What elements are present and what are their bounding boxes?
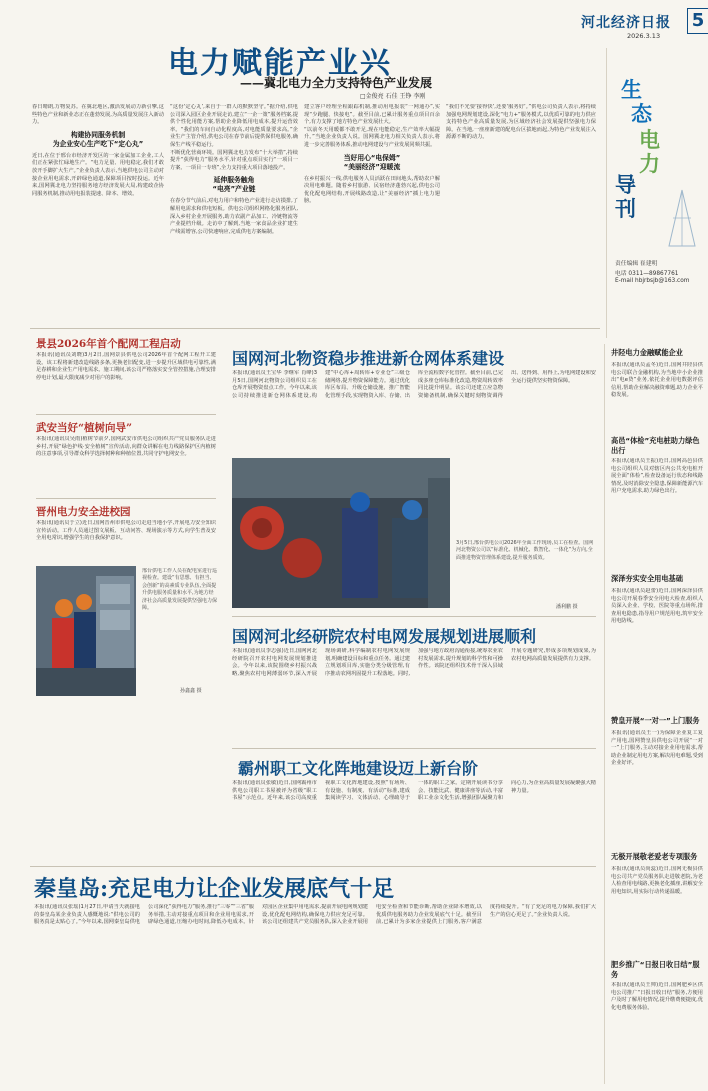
lead-section-head: 延伸服务触角 “电亮”产业链 <box>212 176 256 194</box>
brief-body: 本报讯(通讯员于立)近日,国网晋州市供电公司走进当地小学,开展电力安全知识宣传活动。工作人员通过图文展板、互动问答、现场演示等方式,向学生普及安全用电常识,增强学生的自我保护意识。 <box>36 520 216 542</box>
brief-title: 晋州电力安全进校园 <box>36 506 131 518</box>
guide-decoration <box>667 188 697 248</box>
lead-byline: □金俊亮 石佳 王铮 李刚 <box>360 93 426 100</box>
article-2-body: 本报讯(通讯员李志强)近日,国网河北经研院召开农村电网发展规划推进会。今年以来,该院围绕乡村振兴战略,聚焦农村电网薄弱环节,深入开展现场调研,科学编制农村电网发展规划,明确建设目标和重点任务。通过建立规划项目库,实施分类分级管理,有序推动农网巩固提升工程落地。同时,加强与地方政府沟通衔接,统筹农业农村发展需求,提升规划的科学性和可操作性。该院还组织技术骨干深入县域开展专题研究,形成多项规划成果,为农村电网高质量发展提供有力支撑。 <box>232 648 596 677</box>
brief-title: 无极开展敬老爱老专项服务 <box>611 852 698 861</box>
brief-body: 本报讯(通讯员尚蕊)近日,国网无极县供电公司共产党员服务队走进敬老院,为老人检查用电线路,更换老化插座,讲解安全用电知识,用实际行动传递温暖。 <box>611 866 703 895</box>
lead-body-col3 <box>304 104 440 324</box>
issue-date: 2026.3.13 <box>627 32 661 40</box>
brief-body: 本报讯(通讯员赵蕾)近日,国网深泽县供电公司开展春季安全用电大检查,组织人员深入企业、学校、医院等重点场所,排查用电隐患,指导用户规范用电,筑牢安全用电防线。 <box>611 588 703 625</box>
lead-title: 电力赋能产业兴 <box>168 46 392 81</box>
guide-editor: 责任编辑 崔建明 <box>615 261 658 267</box>
lead-body-col4 <box>446 104 596 324</box>
article-3-body: 本报讯(通讯员张敏)近日,国网霸州市供电公司职工书屋被评为省级“职工书屋”示范点。近年来,该公司高度重视职工文化阵地建设,按照“有场所、有设施、有制度、有活动”标准,建成集阅读学习、文体活动、心理疏导于一体的职工之家。定期开展读书分享会、技能比武、健康讲座等活动,丰富职工业余文化生活,增强团队凝聚力和向心力,为企业高质量发展凝聚强大精神力量。 <box>232 780 596 802</box>
newspaper-logo: 河北经济日报 <box>581 15 671 31</box>
lead-paragraph: 近日,在位于邢台市经济开发区的一家金属加工企业,工人们正在紧张忙碌地生产。“电力足量、用电稳定,我们才敢放开手脚扩大生产。”企业负责人表示,当地供电公司主动对接企业用电需求,开辟绿色通道,保障项目按时投运。近年来,国网冀北电力坚持服务地方经济发展大局,构建政企协同服务机制,推动用电报装提速、降本、增效。 <box>32 152 164 197</box>
guide-email: E-mail hbjrbsjb@163.com <box>615 278 690 284</box>
brief-body: 本报讯(通讯员孟冬)近日,国网井陉县供电公司联合金融机构,为当地中小企业推出“电e贷”业务,依托企业用电数据评估信用,帮助企业解决融资难题,助力企业平稳发展。 <box>611 362 703 399</box>
brief-body: 本报讯(通讯员王一)为保障企业复工复产用电,国网赞皇县供电公司开展“一对一”上门服务,主动对接企业用电需求,帮助企业制定用电方案,解决用电难题,受到企业好评。 <box>611 730 703 767</box>
brief-title: 井陉电力金融赋能企业 <box>611 348 683 357</box>
lead-paragraph: “这份‘定心丸’,来自于一群人的默默坚守。”据介绍,供电公司深入园区企业开展走访,建立“一企一策”服务档案,提供个性化用能方案,帮助企业降低用电成本,提升运营效率。“我们的车间自动化程度高,对电能质量要求高。”企业生产主管介绍,供电公司在春节前后提供保供电服务,确保生产线平稳运行。 <box>170 104 298 148</box>
article-3-title: 霸州职工文化阵地建设迈上新台阶 <box>238 759 479 778</box>
brief-body: 本报讯(通讯员吴雨)植树节前夕,国网武安市供电公司组织共产党员服务队走进乡村,开展“绿色护线·安全植树”宣传活动,向群众讲解在电力线路保护区内植树的注意事项,引导群众科学选择树种和种植位置,共同守护电网安全。 <box>36 436 216 458</box>
brief-body: 本报讯(通讯员王振)近日,国网高邑县供电公司组织人员对辖区内公共充电桩开展全面“体检”,检查设备运行状态和线路情况,及时消除安全隐患,保障新能源汽车用户充电需求,助力绿色出行。 <box>611 458 703 495</box>
masthead <box>575 6 705 46</box>
lead-section-head: 构建协同服务机制 为企业安心生产吃下“定心丸” <box>52 130 144 148</box>
lead-paragraph: “以前冬天用暖都不敢开足,现在电能稳定,生产效率大幅提升。”当地企业负责人说。国网冀北电力相关负责人表示,将进一步完善服务体系,推动电网建设与产业发展同频共振。 <box>304 126 440 148</box>
article-4-title: 秦皇岛:充足电力让企业发展底气十足 <box>34 876 395 902</box>
lead-paragraph: 春日晴朗,万物复苏。在冀北地区,激活发展动力新引擎,这些特色产业和新业态正在蓬勃发展,为高质量发展注入新动力。 <box>32 104 164 126</box>
guide-title-char: 力 <box>639 151 660 176</box>
guide-title-char: 态 <box>631 101 652 126</box>
lead-paragraph: 建立客户经理全程跟踪机制,推动用电报装“一网通办”,实现“少跑腿、快接电”。截至目前,已累计服务重点项目百余个,有力支撑了地方特色产业发展壮大。 <box>304 104 440 126</box>
lead-paragraph: “我们不光要‘接得快’,还要‘服务好’。”供电公司负责人表示,将持续加强电网规划建设,深化“电力+”服务模式,以优质可靠的电力供应支持特色产业高质量发展,为区域经济社会发展提供坚强电力保障。在当地,一座座新建的配电台区拔地而起,为特色产业发展注入源源不断的动力。 <box>446 104 596 141</box>
brief-title: 高邑“体检”充电桩助力绿色出行 <box>611 436 700 455</box>
divider <box>36 414 216 415</box>
brief-body: 本报讯(通讯员刘晓)3月2日,国网景县供电公司2026年首个配网工程开工建设。该工程将新建改造线路多条,更换老旧配变,进一步提升区域供电可靠性,满足春耕和企业生产用电需求。施工期间,该公司严格落实安全管控措施,合理安排停电计划,最大限度减少对用户的影响。 <box>36 352 216 381</box>
article-2-title: 国网河北经研院农村电网发展规划进展顺利 <box>232 627 537 646</box>
lead-paragraph: 在春分节气前后,对电力用户和特色产业进行走访摸排,了解用电需求和供电短板。供电公司组织网格化服务团队,深入乡村企业开展服务,助力农副产品加工、冷链物流等产业提档升级。走访中了解到,当地一家食品企业扩建生产线需增容,公司快速响应,完成供电方案编制。 <box>170 198 298 235</box>
guide-title-char: 刊 <box>615 196 636 221</box>
article-1-credit: 潘利鹏 摄 <box>556 604 578 610</box>
divider <box>36 498 216 499</box>
lead-section-head: 当好用心“电保姆” “美丽经济”迎暖流 <box>343 153 401 171</box>
lead-subtitle: ——冀北电力全力支持特色产业发展 <box>240 76 433 90</box>
guide-title-char: 电 <box>639 127 660 152</box>
divider <box>30 328 600 329</box>
photo-credit: 孙鑫鑫 摄 <box>180 688 202 694</box>
right-briefs-column <box>604 344 707 1084</box>
article-1-title: 国网河北物资稳步推进新仓网体系建设 <box>232 349 505 368</box>
brief-title: 深泽夯实安全用电基础 <box>611 574 683 583</box>
lead-body-col2 <box>170 104 298 324</box>
guide-phone: 电话 0311—89867761 <box>615 271 679 277</box>
divider <box>30 866 596 867</box>
lead-paragraph: 不断优化营商环境。国网冀北电力发布“十大举措”,持续提升“获得电力”服务水平,针对重点项目实行“一项目一方案、一项目一专班”,全力支持重大项目落地投产。 <box>170 149 298 171</box>
lead-body-col1 <box>32 104 164 324</box>
brief-title: 景县2026年首个配网工程启动 <box>36 338 181 350</box>
guide-panel <box>606 48 707 338</box>
article-4-body: 本报讯(通讯员张瑶)1月27日,申请当天就接电的秦皇岛某企业负责人感慨地说:“供电公司的服务真是太贴心了。”今年以来,国网秦皇岛供电公司深化“获得电力”服务,推行“三零”“三省”服务举措,主动对接重点项目和企业用电需求,开辟绿色通道,压缩办电时间,降低办电成本。针对园区企业集中用电需求,提前开展电网规划建设,优化配电网结构,确保电力供应充足可靠。该公司还组建共产党员服务队,深入企业开展用电安全检查和节能诊断,帮助企业降本增效,以优质供电服务助力企业发展底气十足。截至目前,已累计为多家企业提供上门服务,客户满意度持续提升。“有了充足的电力保障,我们扩大生产的信心更足了。”企业负责人说。 <box>34 904 596 926</box>
workers-photo <box>36 566 136 696</box>
photo-caption: 邢台供电工作人员在配电室进行巡视检查。建设“有思想、有担当、会创新”的高素质专业队伍,全面提升供电服务质量和水平,为地方经济社会高质量发展提供坚强电力保障。 <box>142 568 218 612</box>
brief-body: 本报讯(通讯员王帅)近日,国网肥乡区供电公司推广“日报日收日结”服务,方便用户及时了解用电情况,提升缴费便捷度,优化电费服务体验。 <box>611 982 703 1011</box>
page-number: 5 <box>687 8 708 34</box>
article-1-caption: 3月5日,邢台供电公司2026年全面工作现场,员工在检查。国网河北物资公司以“标准化、机械化、数智化、一体化”为方向,全面推进物资管理体系建设,提升服务质效。 <box>456 540 594 561</box>
divider <box>232 616 596 617</box>
guide-title-char: 生 <box>621 77 642 102</box>
warehouse-photo <box>232 458 450 608</box>
lead-paragraph: 在乡村振兴一线,供电服务人员活跃在田间地头,帮助农户解决用电难题。随着乡村旅游、民宿经济蓬勃兴起,供电公司优化配电网结构,开展线路改造,让“美丽经济”插上电力翅膀。 <box>304 175 440 205</box>
guide-title-char: 导 <box>615 172 636 197</box>
brief-title: 武安当好“植树向导” <box>36 422 133 434</box>
brief-title: 赞皇开展“一对一”上门服务 <box>611 716 700 725</box>
left-briefs-column <box>30 332 220 722</box>
brief-title: 肥乡推广“日报日收日结”服务 <box>611 960 700 979</box>
article-1-body: 本报讯(通讯员王宝华 李继军 肖峰)3月5日,国网河北物资公司组织员工在仓库开展物资盘点工作。今年以来,该公司持续推进新仓网体系建设,构建“中心库+周转库+专业仓”三级仓储网络,提升物资保障能力。通过优化库区布局、升级仓储设施、推广智能化管理手段,实现物资入库、存储、出库全流程数字化管控。截至目前,已完成多座仓库标准化改造,物资周转效率同比提升明显。该公司还建立应急物资储备机制,确保关键时刻物资调得出、送得到、用得上,为电网建设和安全运行提供坚实物资保障。 <box>232 370 596 399</box>
divider <box>232 748 596 749</box>
